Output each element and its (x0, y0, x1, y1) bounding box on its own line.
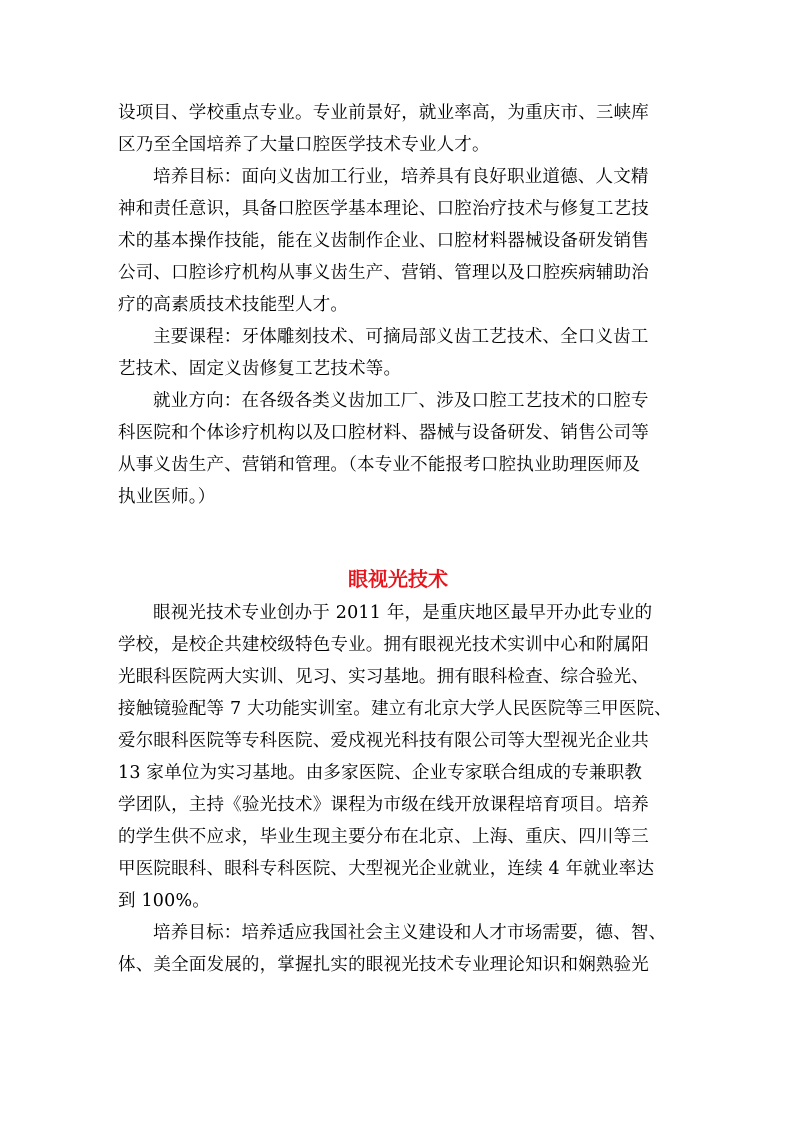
text-line: 体、美全面发展的，掌握扎实的眼视光技术专业理论知识和娴熟验光 (118, 955, 649, 975)
section-title: 眼视光技术 (348, 567, 448, 591)
text-line: 光眼科医院两大实训、见习、实习基地。拥有眼科检查、综合验光、 (118, 667, 649, 687)
text-line: 甲医院眼科、眼科专科医院、大型视光企业就业，连续 4 年就业率达 (118, 859, 655, 879)
text-line: 区乃至全国培养了大量口腔医学技术专业人才。 (118, 135, 490, 155)
text-line: 科医院和个体诊疗机构以及口腔材料、器械与设备研发、销售公司等 (118, 423, 649, 443)
text-line: 爱尔眼科医院等专科医院、爱戍视光科技有限公司等大型视光企业共 (118, 731, 649, 751)
text-line: 就业方向：在各级各类义齿加工厂、涉及口腔工艺技术的口腔专 (153, 391, 649, 411)
text-line: 眼视光技术专业创办于 2011 年，是重庆地区最早开办此专业的 (153, 603, 653, 623)
text-line: 接触镜验配等 7 大功能实训室。建立有北京大学人民医院等三甲医院、 (118, 699, 672, 719)
text-line: 术的基本操作技能，能在义齿制作企业、口腔材料器械设备研发销售 (118, 231, 649, 251)
text-line: 设项目、学校重点专业。专业前景好，就业率高，为重庆市、三峡库 (118, 103, 649, 123)
text-line: 学校，是校企共建校级特色专业。拥有眼视光技术实训中心和附属阳 (118, 635, 649, 655)
text-line: 神和责任意识，具备口腔医学基本理论、口腔治疗技术与修复工艺技 (118, 199, 649, 219)
text-line: 学团队，主持《验光技术》课程为市级在线开放课程培育项目。培养 (118, 795, 649, 815)
text-line: 培养目标：培养适应我国社会主义建设和人才市场需要，德、智、 (153, 923, 667, 943)
text-line: 从事义齿生产、营销和管理。（本专业不能报考口腔执业助理医师及 (118, 455, 641, 475)
text-line: 公司、口腔诊疗机构从事义齿生产、营销、管理以及口腔疾病辅助治 (118, 263, 649, 283)
body-text-part2 (118, 597, 678, 981)
text-line: 13 家单位为实习基地。由多家医院、企业专家联合组成的专兼职教 (118, 763, 643, 783)
text-line: 到 100%。 (118, 891, 210, 911)
text-line: 培养目标：面向义齿加工行业，培养具有良好职业道德、人文精 (153, 167, 649, 187)
text-line: 疗的高素质技术技能型人才。 (118, 295, 349, 315)
body-text-part1 (118, 97, 678, 513)
text-line: 的学生供不应求，毕业生现主要分布在北京、上海、重庆、四川等三 (118, 827, 649, 847)
text-line: 执业医师。） (118, 487, 216, 507)
text-line: 艺技术、固定义齿修复工艺技术等。 (118, 359, 402, 379)
text-line: 主要课程：牙体雕刻技术、可摘局部义齿工艺技术、全口义齿工 (153, 327, 649, 347)
